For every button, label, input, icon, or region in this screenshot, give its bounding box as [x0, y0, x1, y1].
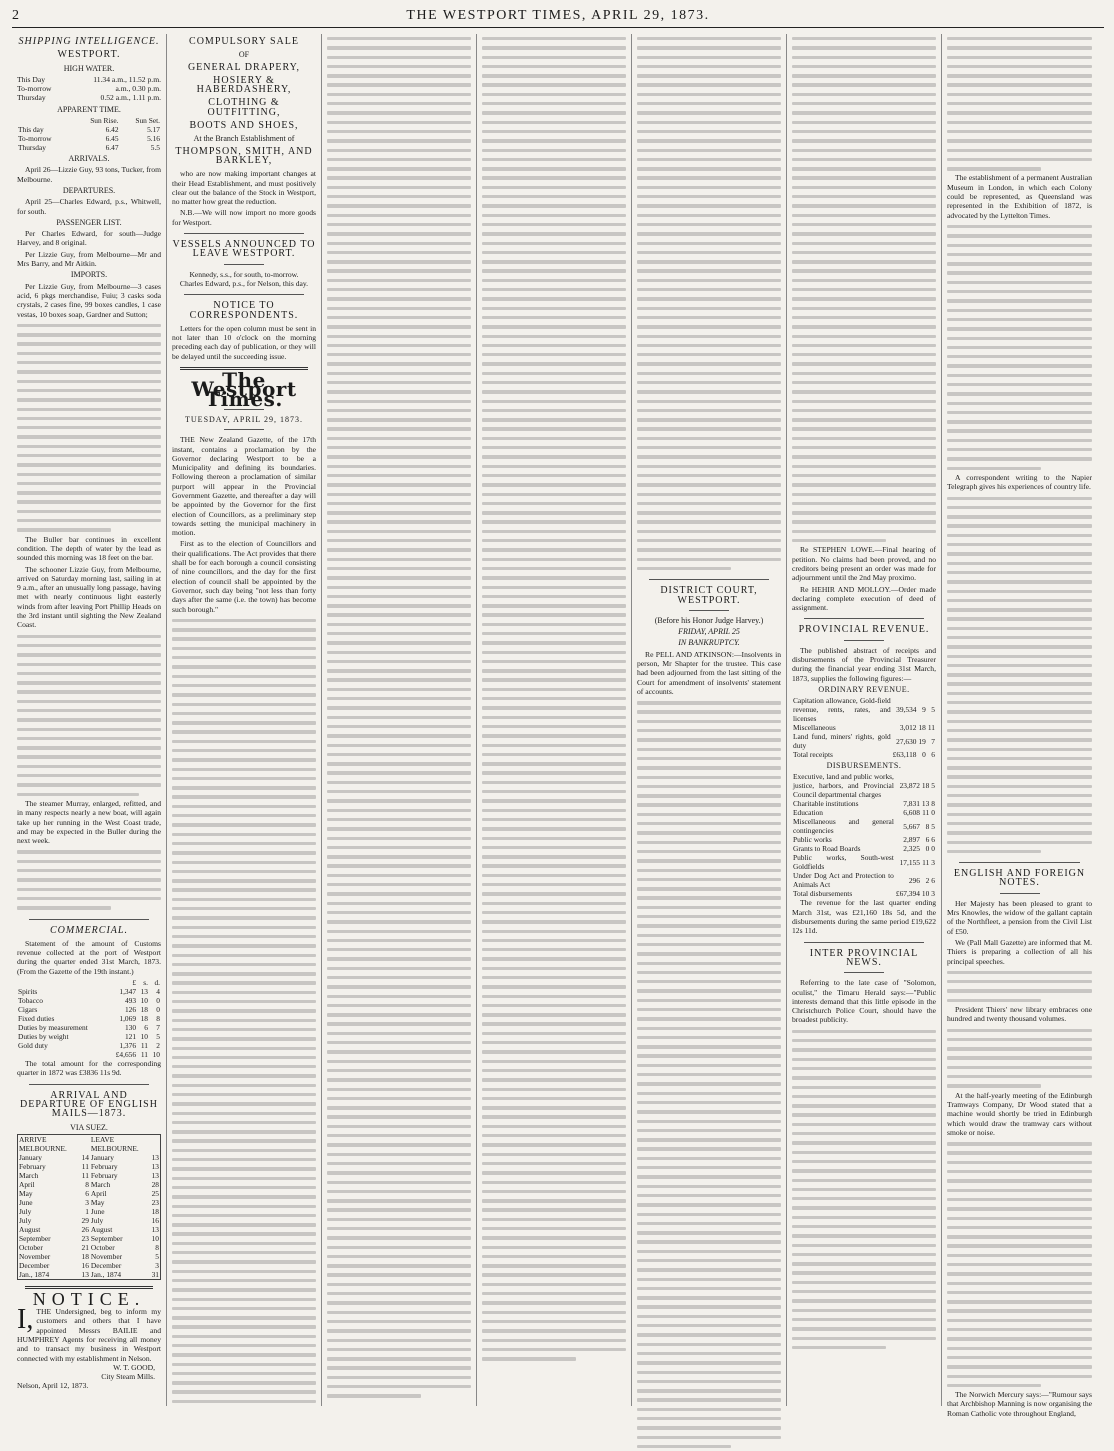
mails-cell: 16: [81, 1260, 89, 1270]
mails-cell: February: [19, 1161, 46, 1171]
mails-cell: 13: [151, 1170, 159, 1180]
correspondents-title: NOTICE TO CORRESPONDENTS.: [189, 300, 299, 321]
mails-cell: July: [90, 1215, 104, 1225]
vessel-line: Kennedy, s.s., for south, to-morrow.: [189, 269, 299, 279]
customs-cell: 130: [124, 1023, 137, 1033]
disb-cell: 0: [931, 844, 935, 854]
mails-cell: 18: [151, 1206, 159, 1216]
customs-cell: 7: [156, 1023, 160, 1033]
sun-cell: Thursday: [18, 143, 46, 153]
sale-line: HOSIERY & HABERDASHERY,: [196, 74, 292, 96]
mails-cell: 8: [85, 1179, 89, 1189]
mails-cell: 3: [85, 1197, 89, 1207]
disb-cell: Public works: [793, 835, 832, 845]
sun-cell: This day: [18, 125, 44, 135]
receipts-table: [792, 696, 936, 759]
disb-cell: Executive, land and public works, justice, harbors, and Provincial Council departmental charges: [793, 772, 894, 800]
notice-signature: W. T. GOOD,: [113, 1362, 155, 1372]
leader-date: TUESDAY, APRIL 29, 1873.: [185, 414, 303, 424]
imports-continued: [17, 321, 161, 535]
customs-table: [17, 978, 161, 1059]
notice-date: Nelson, April 12, 1873.: [17, 1381, 89, 1391]
customs-cell: Duties by measurement: [18, 1023, 88, 1033]
disb-cell: 2: [925, 875, 930, 885]
mails-cell: December: [90, 1260, 122, 1270]
buller-para: The Buller bar continues in excellent condition. The depth of water by the lead as sounded this morning was 18 feet on the bar.: [17, 534, 161, 563]
disb-cell: Charitable institutions: [793, 799, 859, 809]
mails-cell: 13: [151, 1152, 159, 1162]
mails-cell: April: [90, 1188, 107, 1198]
lizzie-continued: [17, 632, 161, 799]
customs-cell: 13: [140, 987, 148, 997]
english-para: President Thiers' new library embraces one hundred and twenty thousand volumes.: [947, 1004, 1092, 1024]
district-case: Re HEHIR AND MOLLOY.—Order made declaring complete execution of deed of assignment.: [792, 584, 936, 613]
customs-cell: 5: [156, 1032, 160, 1042]
english-title: ENGLISH AND FOREIGN NOTES.: [953, 868, 1086, 889]
lizzie-para: The schooner Lizzie Guy, from Melbourne, arrived on Saturday morning last, sailing in at 9 a.m., after an unusually long passage, having met with nearly continuous light easterly winds from after leaving Port Phillip Heads on the 3rd instant until sighting the New Zealand Coast.: [17, 564, 161, 630]
customs-head: [17, 978, 109, 987]
rev-total: 6: [931, 750, 935, 760]
mails-cell: 3: [155, 1260, 159, 1270]
customs-cell: Duties by weight: [18, 1032, 69, 1042]
disb-cell: 296: [908, 875, 920, 885]
mails-cell: December: [19, 1260, 50, 1270]
notice-text: THE Undersigned, beg to inform my customers and others that I have appointed Messrs BAILIE and HUMPHREY Agents for receiving all money and to transact my business in Westport connected with my establishment in Nelson.: [17, 1307, 161, 1363]
hw-value: 11.34 a.m., 11.52 p.m.: [93, 74, 161, 84]
disbursements-table: [792, 772, 936, 898]
mails-cell: February: [90, 1161, 118, 1171]
rev-cell: Land fund, miners' rights, gold duty: [793, 732, 891, 751]
vessel-line: Charles Edward, p.s., for Nelson, this day.: [179, 278, 309, 288]
rev-cell: 27,630: [896, 736, 917, 746]
mails-head: [81, 1134, 90, 1153]
mails-cell: February: [90, 1170, 118, 1180]
mails-cell: 23: [151, 1197, 159, 1207]
customs-cell: 10: [140, 996, 148, 1006]
customs-cell: 1,069: [119, 1014, 137, 1024]
mails-cell: January: [19, 1152, 42, 1162]
rev-cell: 3,012: [899, 723, 917, 733]
vessels-title: VESSELS ANNOUNCED TO LEAVE WESTPORT.: [172, 239, 316, 260]
disb-cell: 17,155: [899, 857, 920, 867]
sale-at: At the Branch Establishment of: [193, 134, 295, 144]
disb-cell: 6: [931, 835, 935, 845]
murray-para: The steamer Murray, enlarged, refitted, and in many respects nearly a new boat, will again take up her running in the West Coast trade, and may be expected in the Buller during the next week.: [17, 798, 161, 846]
disb-total: 3: [931, 889, 935, 899]
commercial-title: COMMERCIAL.: [50, 924, 128, 936]
district-case: Re STEPHEN LOWE.—Final hearing of petition. No claims had been proved, and no creditors being present an order was made for adjournment until the 2nd May proximo.: [792, 545, 936, 583]
hw-label: This Day: [17, 74, 46, 84]
running-head: THE WESTPORT TIMES, APRIL 29, 1873.: [406, 8, 710, 23]
mails-cell: 26: [81, 1224, 89, 1234]
paper-masthead: The Westport Times.: [191, 368, 297, 411]
customs-head: £: [132, 978, 137, 988]
mails-cell: 21: [81, 1242, 89, 1252]
sun-cell: 6.45: [105, 134, 119, 144]
mails-cell: 14: [81, 1152, 89, 1162]
mails-cell: 6: [85, 1188, 89, 1198]
mails-head: [151, 1134, 161, 1153]
customs-cell: 126: [124, 1005, 137, 1015]
disb-cell: 13: [921, 799, 930, 809]
disb-cell: 11: [922, 808, 930, 818]
sun-head: [17, 116, 72, 125]
mails-cell: 28: [151, 1179, 159, 1189]
revenue-title: PROVINCIAL REVENUE.: [798, 624, 930, 636]
mails-cell: 16: [151, 1215, 159, 1225]
napier-para: A correspondent writing to the Napier Telegraph gives his experiences of country life.: [947, 472, 1092, 492]
imports-label: IMPORTS.: [70, 270, 108, 280]
hw-label: Thursday: [17, 93, 46, 103]
mails-cell: 8: [155, 1242, 159, 1252]
arrivals-text: April 26—Lizzie Guy, 93 tons, Tucker, from Melbourne.: [17, 165, 161, 184]
customs-cell: 2: [156, 1041, 160, 1051]
customs-cell: 18: [140, 1014, 148, 1024]
hw-label: To-morrow: [17, 84, 52, 94]
mails-cell: August: [19, 1224, 41, 1234]
notice-body: [17, 1304, 161, 1363]
disb-total: £67,394: [895, 889, 920, 899]
shipping-title: SHIPPING INTELLIGENCE.: [18, 36, 160, 47]
column-6: [787, 34, 942, 1406]
mails-cell: August: [90, 1224, 113, 1234]
customs-cell: 0: [156, 1005, 160, 1015]
high-water-table: [17, 75, 161, 103]
mails-cell: April: [19, 1179, 35, 1189]
customs-total: £4,656: [115, 1050, 137, 1060]
leader-continued: [172, 616, 316, 1406]
mails-via: VIA SUEZ.: [70, 1122, 108, 1132]
hw-value: a.m., 0.30 p.m.: [115, 84, 161, 94]
disb-cell: 0: [925, 844, 930, 854]
commercial-intro: Statement of the amount of Customs revenue collected at the port of Westport during the quarter ended 31st March, 1873. (From the Gazette of the 19th instant.): [17, 938, 161, 976]
revenue-footer: The revenue for the last quarter ending March 31st, was £21,160 18s 5d, and the disbursements during the same period £19,622 12s 11d.: [792, 898, 936, 936]
customs-cell: Cigars: [18, 1005, 38, 1015]
mails-cell: 13: [81, 1269, 89, 1279]
disb-total: Total disbursements: [793, 889, 853, 899]
correspondents-body: Letters for the open column must be sent in not later than 10 o'clock on the morning preceding each day of publication, or they will be delayed until the succeeding issue.: [172, 323, 316, 361]
mails-cell: September: [19, 1233, 51, 1243]
disb-total: 10: [921, 889, 930, 899]
disb-cell: 2,325: [903, 844, 920, 854]
disb-cell: 0: [931, 808, 935, 818]
arrivals-label: ARRIVALS.: [68, 154, 110, 164]
rev-cell: 39,534: [896, 705, 917, 715]
inter-para: Referring to the late case of "Solomon, oculist," the Timaru Herald says:—"Public interests demand that this little episode in the Christchurch Police Court, should have the broadest publicity.: [792, 978, 936, 1025]
customs-cell: Tobacco: [18, 996, 43, 1006]
notice-place: City Steam Mills.: [101, 1372, 155, 1382]
column-3: [322, 34, 477, 1406]
mails-cell: October: [19, 1242, 43, 1252]
disb-cell: Education: [793, 808, 823, 818]
customs-total: 10: [152, 1050, 160, 1060]
mails-cell: 23: [81, 1233, 89, 1243]
mails-cell: June: [19, 1197, 33, 1207]
customs-cell: 493: [124, 996, 137, 1006]
notice-dropcap: I,: [17, 1304, 34, 1336]
english-para: The Norwich Mercury says:—"Rumour says that Archbishop Manning is now organising the Roman Catholic vote throughout England,: [947, 1390, 1092, 1418]
sun-cell: 6.42: [105, 125, 119, 135]
sun-cell: 5.17: [147, 125, 160, 135]
masthead: [12, 8, 1104, 28]
customs-cell: Fixed duties: [18, 1014, 55, 1024]
rev-cell: 9: [922, 705, 926, 715]
column-1: [12, 34, 167, 1406]
sale-body: who are now making important changes at their Head Establishment, and must positively clear out the balance of the Stock in Westport, no matter how great the reduction.: [172, 169, 316, 207]
leader-para: First as to the election of Councillors and their qualifications. The Act provides that there shall be for each borough a council consisting of nine councillors, and the day for the first election of council shall be appointed by the Governor, such day being "not less than forty days after the same (i.e. the town) has become such borough.": [172, 539, 316, 614]
english-para: Her Majesty has been pleased to grant to Mrs Knowles, the widow of the gallant captain of the Northfleet, a pension from the Civil List of £50.: [947, 898, 1092, 936]
rev-total: £63,118: [892, 750, 917, 760]
disb-label: DISBURSEMENTS.: [826, 761, 902, 771]
mails-cell: November: [19, 1251, 51, 1261]
disb-cell: 5: [931, 821, 935, 831]
customs-cell: 18: [140, 1005, 148, 1015]
notice-title: NOTICE.: [32, 1288, 146, 1309]
sale-line: BOOTS AND SHOES,: [189, 120, 299, 132]
sale-title: COMPULSORY SALE: [189, 36, 299, 47]
mails-cell: 13: [151, 1224, 159, 1234]
disb-cell: 8: [925, 821, 930, 831]
district-date: FRIDAY, APRIL 25: [678, 627, 740, 637]
disb-cell: 6,608: [903, 808, 920, 818]
district-case: Re PELL AND ATKINSON:—Insolvents in person, Mr Shapter for the trustee. This case had been adjourned from the last sitting of the Court for amendment of insolvents' statement of accounts.: [637, 649, 781, 696]
mails-cell: January: [90, 1152, 114, 1162]
english-para: We (Pall Mall Gazette) are informed that M. Thiers is preparing a collection of all his principal speeches.: [947, 937, 1092, 966]
rev-cell: Miscellaneous: [793, 723, 836, 733]
mails-cell: March: [90, 1179, 111, 1189]
sun-cell: 6.47: [105, 143, 119, 153]
sale-of: OF: [238, 50, 250, 60]
mails-cell: July: [19, 1206, 32, 1216]
customs-cell: Spirits: [18, 987, 38, 997]
customs-cell: 10: [140, 1032, 148, 1042]
disb-cell: 6: [931, 875, 935, 885]
mails-cell: 10: [151, 1233, 159, 1243]
english-para: At the half-yearly meeting of the Edinburgh Tramways Company, Dr Wood stated that a machine would shortly be tried in Edinburgh which would draw the tramway cars without smoke or noise.: [947, 1090, 1092, 1137]
customs-total: 11: [140, 1050, 148, 1060]
inter-title: INTER PROVINCIAL NEWS.: [809, 947, 919, 968]
disb-cell: 8: [931, 799, 935, 809]
sale-line: GENERAL DRAPERY,: [187, 61, 301, 73]
rev-total: Total receipts: [793, 750, 833, 760]
customs-cell: 121: [124, 1032, 137, 1042]
mails-cell: 1: [85, 1206, 89, 1216]
sale-firm: THOMPSON, SMITH, AND BARKLEY,: [175, 145, 313, 166]
disb-cell: 3: [931, 857, 935, 867]
passenger-label: PASSENGER LIST.: [56, 217, 122, 227]
mails-cell: 25: [151, 1188, 159, 1198]
customs-cell: Gold duty: [18, 1041, 48, 1051]
disb-cell: 23,872: [899, 781, 920, 791]
disb-cell: Miscellaneous and general contingencies: [793, 817, 894, 836]
sale-line: CLOTHING & OUTFITTING,: [207, 97, 281, 118]
imports-text: Per Lizzie Guy, from Melbourne—3 cases acid, 6 pkgs merchandise, Fuiu; 3 casks soda crystals, 2 cases fine, 99 boxes candles, 1 case vestas, 10 boxes soap, Gardner and Sutton;: [17, 281, 161, 319]
mails-cell: October: [90, 1242, 115, 1252]
mails-cell: Jan., 1874: [90, 1269, 122, 1279]
rev-total: 0: [922, 750, 926, 760]
rev-cell: 19: [918, 736, 926, 746]
mails-cell: 29: [81, 1215, 89, 1225]
mails-cell: 11: [81, 1161, 89, 1171]
disb-cell: 11: [922, 857, 930, 867]
customs-cell: 6: [144, 1023, 148, 1033]
mails-cell: July: [19, 1215, 32, 1225]
rev-cell: 11: [927, 723, 935, 733]
disb-cell: 2,897: [903, 835, 920, 845]
port-name: WESTPORT.: [57, 49, 121, 61]
disb-cell: 5,667: [903, 821, 920, 831]
district-sub: (Before his Honor Judge Harvey.): [654, 615, 764, 625]
disb-cell: 5: [931, 781, 935, 791]
disb-cell: Grants to Road Boards: [793, 844, 861, 854]
mails-cell: March: [19, 1170, 39, 1180]
sun-table: [17, 116, 161, 152]
sun-head: Sun Set.: [135, 116, 160, 126]
mails-table: [17, 1134, 161, 1280]
revenue-intro: The published abstract of receipts and disbursements of the Provincial Treasurer during the financial year ending 31st March, 1873, supplies the following figures:—: [792, 645, 936, 683]
mails-cell: Jan., 1874: [19, 1269, 50, 1279]
disb-cell: 18: [921, 781, 930, 791]
mails-cell: 31: [151, 1269, 159, 1279]
sun-cell: To-morrow: [18, 134, 52, 144]
rev-cell: Capitation allowance, Gold-field revenue, rents, rates, and licenses: [793, 696, 891, 724]
passenger-text: Per Charles Edward, for south—Judge Harvey, and 8 original.: [17, 229, 161, 248]
column-5: [632, 34, 787, 1406]
customs-cell: 4: [156, 987, 160, 997]
district-court-type: IN BANKRUPTCY.: [678, 638, 740, 648]
district-title: DISTRICT COURT, WESTPORT.: [660, 585, 758, 606]
columns: [12, 34, 1104, 1418]
customs-head: s.: [143, 978, 148, 988]
customs-cell: 8: [156, 1014, 160, 1024]
customs-cell: 1,347: [119, 987, 137, 997]
mails-cell: May: [90, 1197, 105, 1207]
customs-total: [17, 1050, 109, 1059]
departures-text: April 25—Charles Edward, p.s., Whitwell, for south.: [17, 197, 161, 216]
passenger-text: Per Lizzie Guy, from Melbourne—Mr and Mrs Barry, and Mr Aitkin.: [17, 249, 161, 269]
mails-cell: 18: [81, 1251, 89, 1261]
commercial-footer: The total amount for the corresponding quarter in 1872 was £3836 11s 9d.: [17, 1059, 161, 1078]
mails-cell: 13: [151, 1161, 159, 1171]
customs-cell: 11: [140, 1041, 148, 1051]
mails-title: ARRIVAL AND DEPARTURE OF ENGLISH MAILS—1873.: [20, 1089, 158, 1120]
mails-cell: 11: [81, 1170, 89, 1180]
sun-cell: 5.16: [147, 134, 160, 144]
museum-para: The establishment of a permanent Australian Museum in London, in which each Colony could be represented, as Queensland was represented in the Exhibition of 1872, is advocated by the Lyttelton Times.: [947, 173, 1092, 220]
mails-cell: May: [19, 1188, 33, 1198]
sun-cell: 5.5: [150, 143, 160, 153]
column-2: [167, 34, 322, 1406]
customs-cell: 0: [156, 996, 160, 1006]
mails-head: LEAVE MELBOURNE.: [90, 1134, 139, 1153]
departures-label: DEPARTURES.: [62, 185, 116, 195]
high-water-label: HIGH WATER.: [63, 63, 115, 73]
disb-cell: Public works, South-west Goldfields: [793, 853, 894, 872]
apparent-time-label: APPARENT TIME.: [57, 104, 121, 114]
mails-cell: June: [90, 1206, 105, 1216]
customs-head: d.: [154, 978, 160, 988]
hw-value: 0.52 a.m., 1.11 p.m.: [100, 93, 161, 103]
murray-continued: [17, 847, 161, 912]
customs-cell: 1,376: [119, 1041, 137, 1051]
mails-cell: September: [90, 1233, 123, 1243]
column-7: [942, 34, 1097, 1418]
disb-cell: 6: [925, 835, 930, 845]
column-4: [477, 34, 632, 1406]
sale-nb: N.B.—We will now import no more goods for Westport.: [172, 208, 316, 227]
sun-head: Sun Rise.: [90, 116, 119, 126]
mails-cell: 5: [155, 1251, 159, 1261]
page-number: 2: [12, 8, 19, 23]
mails-cell: November: [90, 1251, 123, 1261]
rev-cell: 18: [918, 723, 926, 733]
rev-cell: 5: [931, 705, 935, 715]
disb-cell: Under Dog Act and Protection to Animals Act: [793, 871, 894, 890]
leader-para: THE New Zealand Gazette, of the 17th instant, contains a proclamation by the Governor declaring Westport to be a Municipality and defining its boundaries. Following thereon a proclamation of similar purport will appear in the Provincial Government Gazette, and thereafter a day will be appointed by the Governor for the first election of Councillors, as a preliminary step towards setting the municipal machinery in motion.: [172, 435, 316, 538]
ordinary-label: ORDINARY REVENUE.: [818, 684, 910, 694]
mails-head: ARRIVE MELBOURNE.: [19, 1134, 67, 1153]
rev-cell: 7: [931, 736, 935, 746]
disb-cell: 7,831: [903, 799, 920, 809]
